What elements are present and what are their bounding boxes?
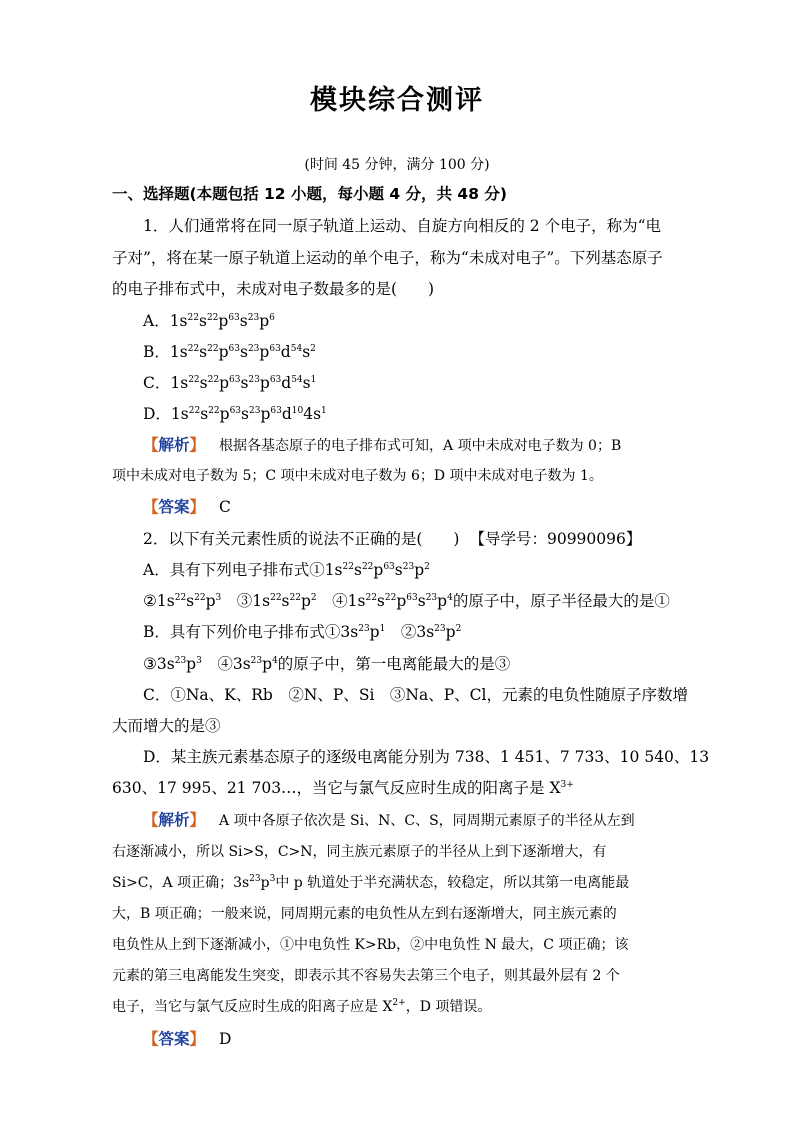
q2-option-d-line-1: D．某主族元素基态原子的逐级电离能分别为 738、1 451、7 733、10 540、13 [143,748,710,766]
q2-answer [143,1029,231,1049]
q2-explanation-line-6: 元素的第三电离能发生突变，即表示其不容易失去第三个电子，则其最外层有 2 个 [112,968,620,984]
q2-option-a-line-1: A．具有下列电子排布式$①1s^{22}s^{22}p^{63}s^{23}p^2$ [143,561,430,579]
explanation-tag: 【解析】 [143,811,206,829]
q1-option-b: B．$1s^{22}s^{22}p^{63}s^{23}p^{63}d^{54}s^2$ [143,343,316,361]
q1-explanation-line-1 [143,435,621,456]
q1-stem-line-2: 子对”，将在某一原子轨道上运动的单个电子，称为“未成对电子”。下列基态原子 [112,249,663,267]
q1-explanation-line-2: 项中未成对电子数为 5；C 项中未成对电子数为 6；D 项中未成对电子数为 1。 [112,468,603,484]
q2-explanation-line-1 [143,810,635,831]
q1-option-d: D．$1s^{22}s^{22}p^{63}s^{23}p^{63}d^{10}4s^1$ [143,405,327,423]
q2-option-a-line-2: $②1s^{22}s^{22}p^3$ $③1s^{22}s^{22}p^2$ $④1s^{22}s^{22}p^{63}s^{23}p^4$的原子中，原子半径最大的是① [143,592,670,610]
section-heading: 一、选择题(本题包括 12 小题，每小题 4 分，共 48 分) [112,185,507,203]
q1-option-a: A．$1s^{22}s^{22}p^{63}s^{23}p^6$ [143,312,275,330]
q2-option-c-line-1: C．①Na、K、Rb ②N、P、Si ③Na、P、Cl，元素的电负性随原子序数增 [143,686,688,704]
explanation-tag: 【解析】 [143,436,206,454]
explanation-text: 根据各基态原子的电子排布式可知，A 项中未成对电子数为 0；B [219,438,622,454]
q2-stem: 2．以下有关元素性质的说法不正确的是( ) 【导学号：90990096】 [143,530,642,548]
exam-info: (时间 45 分钟，满分 100 分) [304,157,490,173]
guide-number: 【导学号：90990096】 [469,530,642,548]
answer-tag: 【答案】 [143,498,206,516]
q2-option-d-line-2: 630、17 995、21 703…，当它与氯气反应时生成的阳离子是 $X^{3+}$ [112,779,574,797]
q1-option-c: C．$1s^{22}s^{22}p^{63}s^{23}p^{63}d^{54}s^1$ [143,374,317,392]
explanation-text: A 项中各原子依次是 Si、N、C、S，同周期元素原子的半径从左到 [219,813,635,829]
q2-explanation-line-3: Si>C，A 项正确；$3s^{23}p^3$中 p 轨道处于半充满状态，较稳定，所以其第一电离能最 [112,874,630,891]
page-title: 模块综合测评 [310,85,484,116]
q2-option-b-line-2: $③3s^{23}p^3$ $④3s^{23}p^4$的原子中，第一电离能最大的是③ [143,655,511,673]
q1-stem-line-3: 的电子排布式中，未成对电子数最多的是( ) [112,280,435,298]
answer-tag: 【答案】 [143,1030,206,1048]
q1-stem-line-1: 1．人们通常将在同一原子轨道上运动、自旋方向相反的 2 个电子，称为“电 [143,217,662,235]
answer-value: D [219,1030,232,1048]
q2-explanation-line-2: 右逐渐减小，所以 Si>S，C>N，同主族元素原子的半径从上到下逐渐增大，有 [112,844,607,860]
q2-explanation-line-7: 电子，当它与氯气反应时生成的阳离子应是 $X^{2+}$，D 项错误。 [112,998,492,1015]
q2-explanation-line-5: 电负性从上到下逐渐减小，①中电负性 K>Rb，②中电负性 N 最大，C 项正确；该 [112,937,629,953]
q1-answer [143,497,231,517]
answer-value: C [219,498,231,516]
q2-explanation-line-4: 大，B 项正确；一般来说，同周期元素的电负性从左到右逐渐增大，同主族元素的 [112,906,617,922]
q2-option-b-line-1: B．具有下列价电子排布式$①3s^{23}p^1$ $②3s^{23}p^2$ [143,623,462,641]
q2-option-c-line-2: 大而增大的是③ [112,717,221,735]
